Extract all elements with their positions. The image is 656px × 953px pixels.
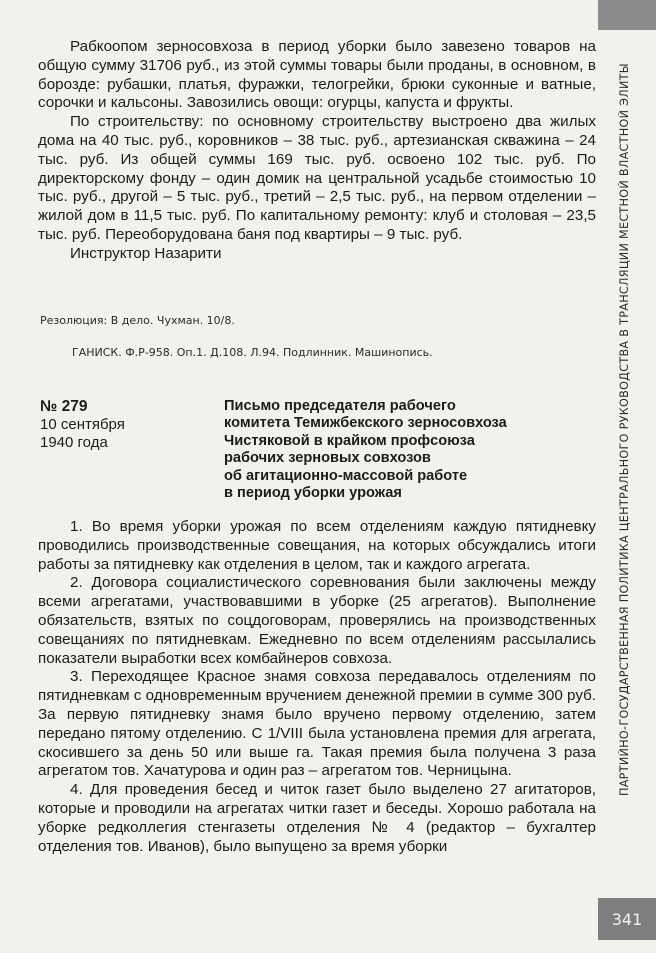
body-paragraph-3: 3. Переходящее Красное знамя совхоза передавалось отделениям по пятидневкам с одновременным вручением денежной премии в сумме 300 руб. За первую пятидневку знамя было вручено первому отделению, затем передано пятому отделению. С 1/VIII была установлена премия для агрегата, скосившего за день 50 или выше га. Такая премия была получена 3 раза агрегатом тов. Хачатурова и один раз – агрегатом тов. Черницына. [38,668,596,780]
document-body [38,518,596,856]
document-number: № 279 [40,398,88,415]
title-line: комитета Темижбекского зерносовхоза [224,415,507,432]
document-date-day: 10 сентября [40,416,125,433]
resolution: Резолюция: В дело. Чухман. 10/8. [40,314,235,327]
title-line: об агитационно-массовой работе [224,467,468,484]
paragraph-construction: По строительству: по основному строительству выстроено два жилых дома на 40 тыс. руб., коровников – 38 тыс. руб., артезианская скважина – 24 тыс. руб. Из общей суммы 169 тыс. руб. освоено 102 тыс. руб. По директорскому фонду – один домик на центральной усадьбе стоимостью 10 тыс. руб., другой – 5 тыс. руб., третий – 2,5 тыс. руб., на первом отделении – жилой дом в 11,5 тыс. руб. По капитальному ремонту: клуб и столовая – 23,5 тыс. руб. Переоборудована баня под квартиры – 9 тыс. руб. [38,113,596,243]
document-title [224,398,584,502]
page-number: 341 [598,898,656,940]
title-line: Письмо председателя рабочего [224,398,456,414]
document-date-year: 1940 года [40,434,108,451]
top-section [38,38,596,264]
paragraph-trade: Рабкоопом зерносовхоза в период уборки было завезено товаров на общую сумму 31706 руб., из этой суммы товары были проданы, в основном, в борозде: рубашки, платья, фуражки, телогрейки, брюки суконные и ватные, сорочки и кальсоны. Завозились овощи: огурцы, капуста и фрукты. [38,38,596,112]
running-header: ПАРТИЙНО-ГОСУДАРСТВЕННАЯ ПОЛИТИКА ЦЕНТРАЛЬНОГО РУКОВОДСТВА В ТРАНСЛЯЦИИ МЕСТНОЙ ВЛАСТНОЙ ЭЛИТЫ [618,63,631,797]
title-line: рабочих зерновых совхозов [224,450,431,467]
body-paragraph-2: 2. Договора социалистического соревнования были заключены между всеми агрегатами, участвовавшими в уборке (25 агрегатов). Выполнение обязательств, взятых по соцдоговорам, проверялись на производственных совещаниях по пятидневкам. Ежедневно по всем отделениям рассылались показатели выработки всех комбайнеров совхоза. [38,574,596,667]
document-meta [40,398,210,452]
corner-tab [598,0,656,30]
archive-reference: ГАНИСК. Ф.Р-958. Оп.1. Д.108. Л.94. Подлинник. Машинопись. [72,346,433,359]
signature: Инструктор Назарити [70,244,222,262]
title-line: Чистяковой в крайком профсоюза [224,432,475,449]
title-line: в период уборки урожая [224,485,402,502]
body-paragraph-1: 1. Во время уборки урожая по всем отделениям каждую пятидневку проводились производственные совещания, на которых обсуждались итоги работы за пятидневку как отделения в целом, так и каждого агрегата. [38,518,596,573]
body-paragraph-4: 4. Для проведения бесед и читок газет было выделено 27 агитаторов, которые и проводили на агрегатах читки газет и беседы. Хорошо работала на уборке редколлегия стенгазеты отделения № 4 (редактор – бухгалтер отделения тов. Иванов), было выпущено за время уборки [38,781,596,855]
